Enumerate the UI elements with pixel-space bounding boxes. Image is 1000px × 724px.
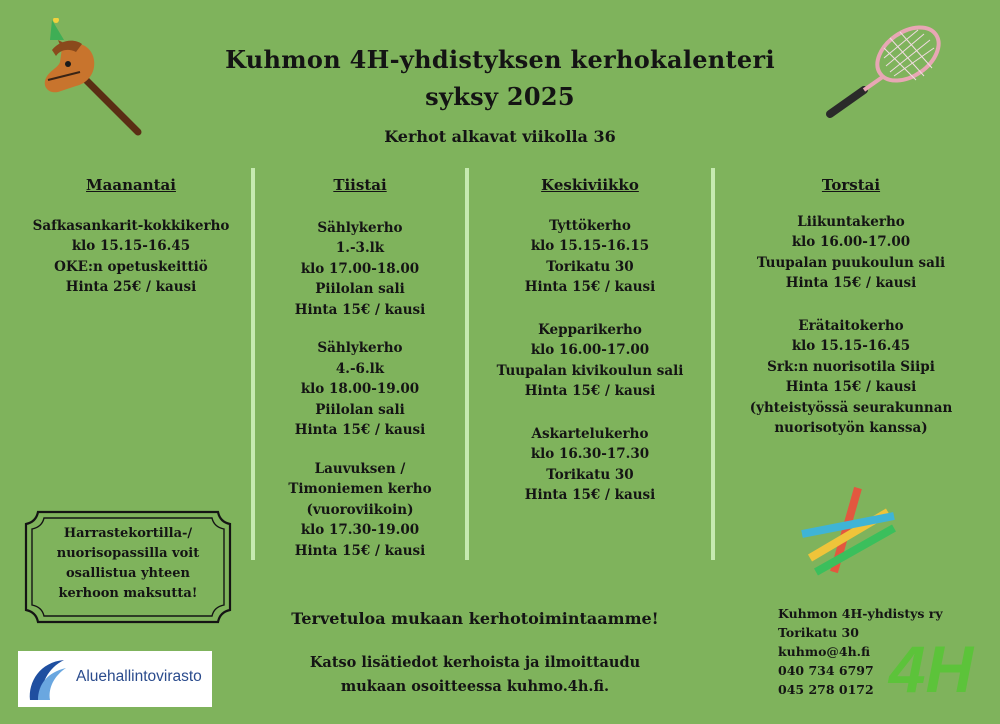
club-entry [469,424,711,506]
day-column-tuesday [255,175,465,579]
club-time: klo 16.00-17.00 [530,342,650,358]
note-line: nuorisopassilla voit [56,546,200,561]
day-heading: Tiistai [333,176,387,194]
club-name: Tyttökerho [549,217,631,234]
avi-logo-mark-icon [24,654,72,704]
info-line: Katso lisätiedot kerhoista ja ilmoittaudu [309,654,641,671]
day-column-wednesday [469,175,711,524]
club-name: Lauvuksen / [314,460,406,477]
club-price: Hinta 15€ / kausi [785,275,917,291]
info-line: mukaan osoitteessa kuhmo.4h.fi. [340,678,610,695]
day-column-monday [10,175,252,316]
club-location: Piilolan sali [315,401,405,418]
contact-phone: 040 734 6797 [778,663,874,678]
club-time: klo 16.00-17.00 [791,234,911,250]
avi-logo-text: Aluehallintovirasto [76,668,202,685]
club-price: Hinta 15€ / kausi [524,383,656,399]
club-price: Hinta 15€ / kausi [294,301,426,318]
club-schedule: (vuoroviikoin) [306,501,414,518]
note-line: osallistua yhteen [66,566,190,581]
club-location: Tuupalan kivikoulun sali [496,362,684,379]
page-title: Kuhmon 4H-yhdistyksen kerhokalenteri [225,45,775,74]
day-heading: Maanantai [86,176,176,194]
note-line: Harrastekortilla-/ [63,526,193,541]
day-column-thursday [715,175,987,457]
club-name: Sählykerho [317,219,403,236]
club-entry [715,212,987,294]
club-location: Torikatu 30 [546,466,634,483]
club-location: OKE:n opetuskeittiö [54,258,208,275]
club-time: klo 18.00-19.00 [300,381,420,397]
club-name: Kepparikerho [538,321,642,338]
club-entry [255,338,465,441]
club-entry [469,216,711,298]
contact-address: Torikatu 30 [778,625,859,640]
fourh-logo-text: 4H [888,632,974,704]
club-location: Tuupalan puukoulun sali [756,254,946,271]
club-name-cont: Timoniemen kerho [288,481,432,497]
club-time: klo 15.15-16.15 [530,238,650,254]
contact-phone: 045 278 0172 [778,682,874,697]
club-name: Sählykerho [317,340,403,356]
club-location: Piilolan sali [315,281,405,297]
club-entry [469,320,711,402]
club-entry [10,216,252,298]
club-note: (yhteistyössä seurakunnan [749,399,953,416]
club-entry [715,316,987,439]
club-location: Srk:n nuorisotila Siipi [767,358,935,375]
club-name: Askartelukerho [531,425,649,442]
club-entry [255,218,465,321]
hobby-horse-icon [22,18,147,140]
club-price: Hinta 15€ / kausi [524,279,656,295]
page-subtitle: syksy 2025 [425,82,575,111]
club-time: klo 17.00-18.00 [300,260,420,277]
club-name: Safkasankarit-kokkikerho [32,217,230,234]
contact-org: Kuhmon 4H-yhdistys ry [778,606,943,621]
club-time: klo 17.30-19.00 [300,522,420,538]
club-location: Torikatu 30 [546,258,634,275]
club-price: Hinta 15€ / kausi [524,487,656,503]
club-name: Liikuntakerho [797,213,905,230]
club-time: klo 15.15-16.45 [71,238,191,254]
club-grade: 1.-3.lk [335,240,385,256]
club-name: Erätaitokerho [798,317,904,334]
note-line: kerhoon maksutta! [58,586,198,601]
welcome-text: Tervetuloa mukaan kerhotoimintaamme! [291,609,659,628]
club-grade: 4.-6.lk [335,360,385,377]
colored-pencils-icon [798,480,900,580]
club-time: klo 15.15-16.45 [791,338,911,354]
start-note: Kerhot alkavat viikolla 36 [384,127,616,146]
club-price: Hinta 25€ / kausi [65,279,197,295]
contact-email: kuhmo@4h.fi [778,644,871,659]
club-price: Hinta 15€ / kausi [785,379,917,395]
day-heading: Torstai [821,176,881,194]
club-time: klo 16.30-17.30 [530,446,650,462]
club-note-cont: nuorisotyön kanssa) [774,420,928,436]
club-price: Hinta 15€ / kausi [294,542,426,559]
club-price: Hinta 15€ / kausi [294,422,426,438]
day-heading: Keskiviikko [541,176,639,194]
club-entry [255,459,465,562]
free-club-note [40,524,216,604]
fourh-logo [876,630,986,704]
